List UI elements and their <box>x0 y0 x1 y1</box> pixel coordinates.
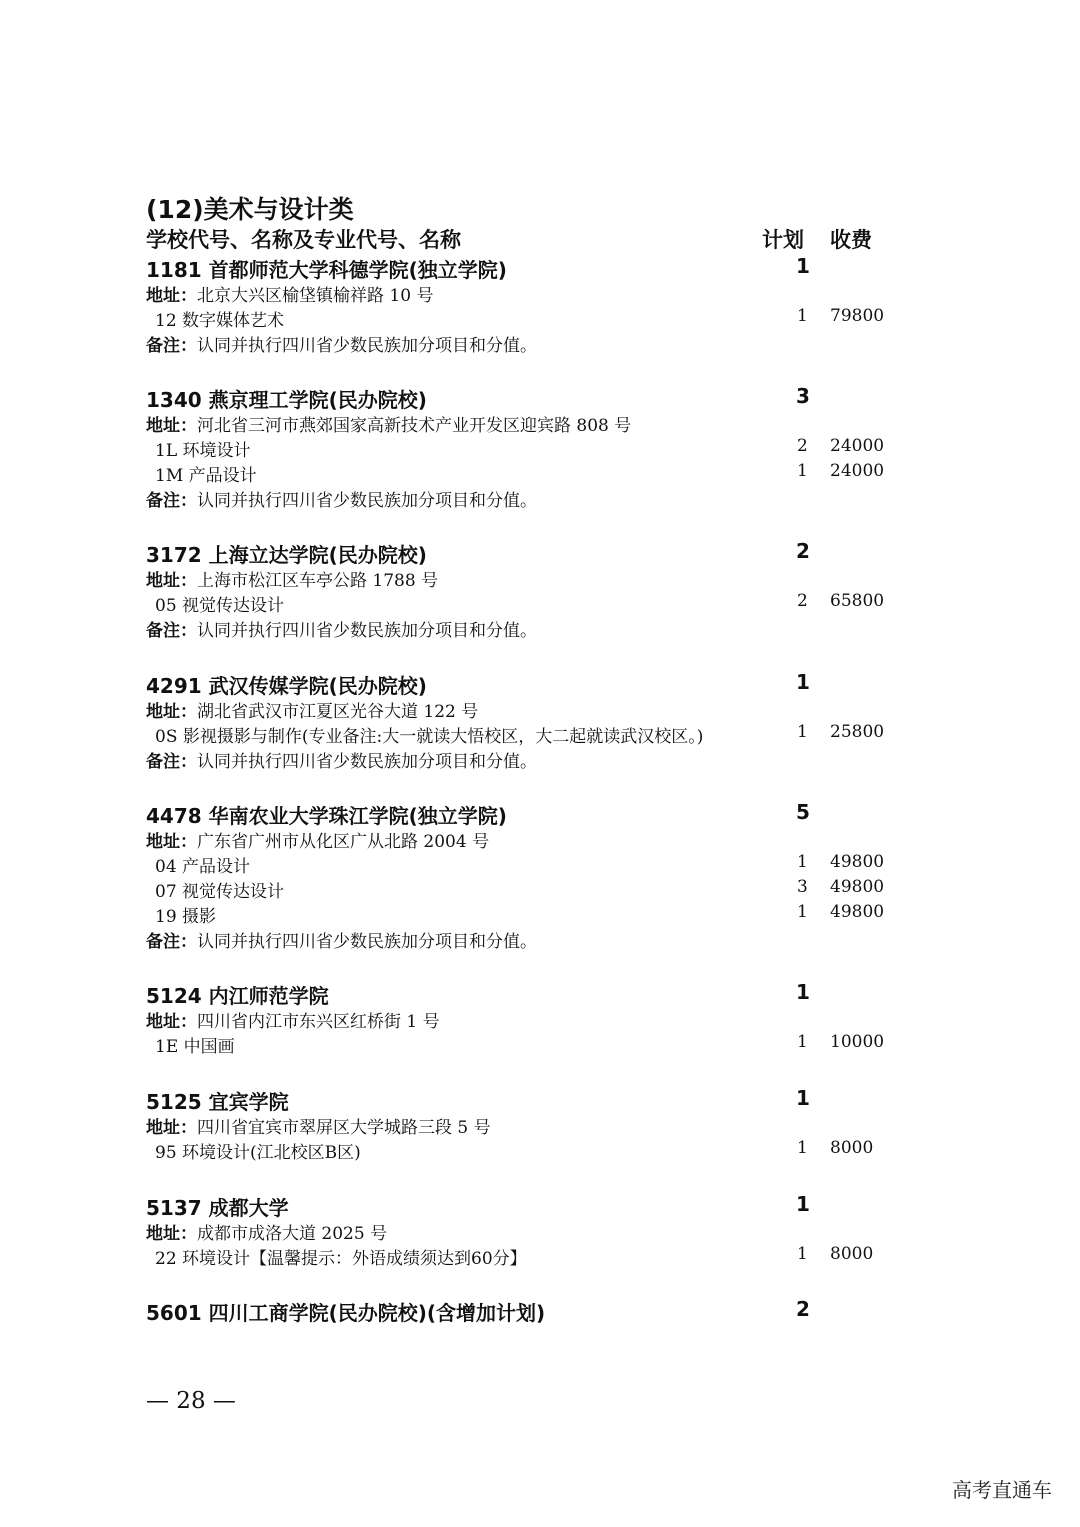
school-name: 4478 华南农业大学珠江学院(独立学院) <box>146 804 507 828</box>
school-address: 地址：湖北省武汉市江夏区光谷大道 122 号 <box>146 702 479 722</box>
major-name: 95 环境设计(江北校区B区) <box>155 1143 361 1163</box>
major-row <box>146 461 906 486</box>
major-plan: 3 <box>797 877 808 897</box>
school-plan: 1 <box>796 1192 810 1216</box>
school-plan: 1 <box>796 670 810 694</box>
column-header-fee: 收费 <box>830 228 872 252</box>
major-plan: 1 <box>797 1032 808 1052</box>
major-fee: 25800 <box>830 722 885 742</box>
school-note: 备注：认同并执行四川省少数民族加分项目和分值。 <box>146 491 537 511</box>
major-row <box>146 1244 906 1269</box>
major-row <box>146 591 906 616</box>
school-address: 地址：四川省内江市东兴区红桥街 1 号 <box>146 1012 440 1032</box>
school-address: 地址：广东省广州市从化区广从北路 2004 号 <box>146 832 490 852</box>
school-plan: 1 <box>796 1086 810 1110</box>
major-row <box>146 306 906 331</box>
school-name: 5137 成都大学 <box>146 1196 289 1220</box>
school-name: 5125 宜宾学院 <box>146 1090 289 1114</box>
major-plan: 1 <box>797 1138 808 1158</box>
major-plan: 1 <box>797 461 808 481</box>
major-fee: 79800 <box>830 306 885 326</box>
school-name: 1181 首都师范大学科德学院(独立学院) <box>146 258 507 282</box>
watermark: 高考直通车 <box>952 1478 1052 1502</box>
major-plan: 2 <box>797 436 808 456</box>
school-address: 地址：上海市松江区车亭公路 1788 号 <box>146 571 439 591</box>
major-name: 1L 环境设计 <box>155 441 251 461</box>
major-name: 22 环境设计【温馨提示：外语成绩须达到60分】 <box>155 1249 527 1269</box>
school-name: 5601 四川工商学院(民办院校)(含增加计划) <box>146 1301 546 1325</box>
page-number: — 28 — <box>146 1388 236 1414</box>
major-row <box>146 852 906 877</box>
school-plan: 2 <box>796 1297 810 1321</box>
major-row <box>146 1032 906 1057</box>
school-entry <box>146 1086 906 1163</box>
school-plan: 2 <box>796 539 810 563</box>
major-name: 19 摄影 <box>155 907 217 927</box>
school-name: 5124 内江师范学院 <box>146 984 329 1008</box>
major-plan: 1 <box>797 306 808 326</box>
major-name: 12 数字媒体艺术 <box>155 311 285 331</box>
major-fee: 8000 <box>830 1138 874 1158</box>
major-row <box>146 902 906 927</box>
major-plan: 1 <box>797 1244 808 1264</box>
major-plan: 1 <box>797 852 808 872</box>
school-plan: 1 <box>796 254 810 278</box>
school-plan: 1 <box>796 980 810 1004</box>
column-header-name: 学校代号、名称及专业代号、名称 <box>146 228 461 252</box>
major-name: 04 产品设计 <box>155 857 251 877</box>
school-note: 备注：认同并执行四川省少数民族加分项目和分值。 <box>146 621 537 641</box>
major-row <box>146 436 906 461</box>
major-fee: 24000 <box>830 436 885 456</box>
school-name: 4291 武汉传媒学院(民办院校) <box>146 674 427 698</box>
major-plan: 1 <box>797 722 808 742</box>
major-plan: 1 <box>797 902 808 922</box>
major-fee: 24000 <box>830 461 885 481</box>
school-plan: 5 <box>796 800 810 824</box>
major-row <box>146 722 906 747</box>
school-entry <box>146 1192 906 1269</box>
school-name: 3172 上海立达学院(民办院校) <box>146 543 427 567</box>
school-note: 备注：认同并执行四川省少数民族加分项目和分值。 <box>146 752 537 772</box>
major-name: 05 视觉传达设计 <box>155 596 285 616</box>
school-address: 地址：北京大兴区榆垡镇榆祥路 10 号 <box>146 286 434 306</box>
school-entry <box>146 980 906 1057</box>
school-entry <box>146 670 906 772</box>
major-name: 1E 中国画 <box>155 1037 235 1057</box>
major-name: 0S 影视摄影与制作(专业备注:大一就读大悟校区，大二起就读武汉校区。) <box>155 727 704 747</box>
major-fee: 49800 <box>830 852 885 872</box>
major-fee: 8000 <box>830 1244 874 1264</box>
major-name: 07 视觉传达设计 <box>155 882 285 902</box>
school-entry <box>146 539 906 641</box>
school-note: 备注：认同并执行四川省少数民族加分项目和分值。 <box>146 336 537 356</box>
school-name: 1340 燕京理工学院(民办院校) <box>146 388 427 412</box>
major-row <box>146 1138 906 1163</box>
major-fee: 49800 <box>830 877 885 897</box>
section-title: (12)美术与设计类 <box>146 195 354 224</box>
column-header <box>146 224 886 254</box>
school-note: 备注：认同并执行四川省少数民族加分项目和分值。 <box>146 932 537 952</box>
school-entry <box>146 254 906 356</box>
major-row <box>146 877 906 902</box>
major-fee: 10000 <box>830 1032 885 1052</box>
major-fee: 65800 <box>830 591 885 611</box>
major-fee: 49800 <box>830 902 885 922</box>
school-entry <box>146 1297 906 1324</box>
major-name: 1M 产品设计 <box>155 466 257 486</box>
major-plan: 2 <box>797 591 808 611</box>
school-plan: 3 <box>796 384 810 408</box>
school-address: 地址：四川省宜宾市翠屏区大学城路三段 5 号 <box>146 1118 491 1138</box>
school-address: 地址：成都市成洛大道 2025 号 <box>146 1224 388 1244</box>
school-address: 地址：河北省三河市燕郊国家高新技术产业开发区迎宾路 808 号 <box>146 416 632 436</box>
column-header-plan: 计划 <box>762 228 804 252</box>
school-entry <box>146 800 906 952</box>
school-entry <box>146 384 906 511</box>
